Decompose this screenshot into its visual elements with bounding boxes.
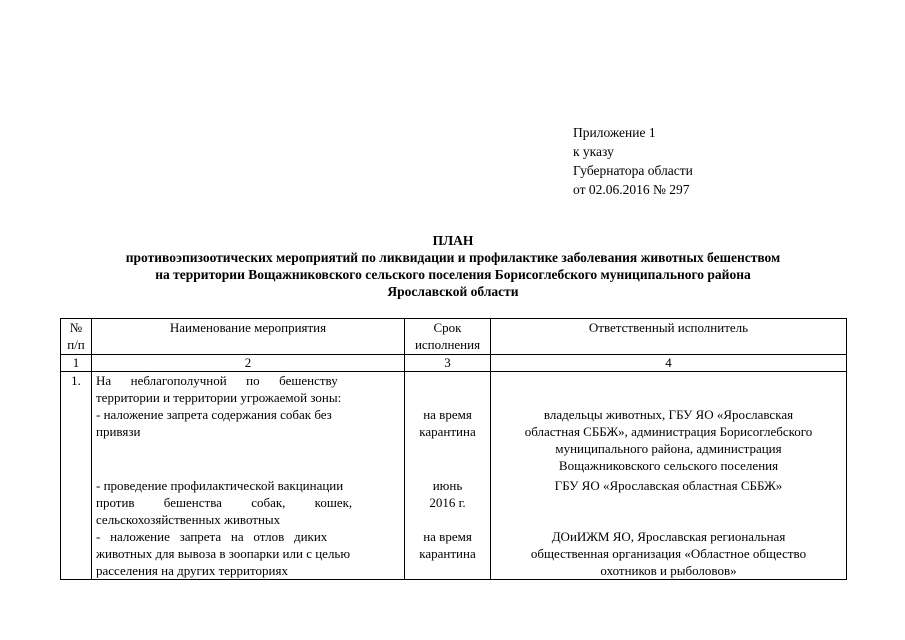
appendix-note [573,123,693,199]
term-line: 2016 г. [429,495,466,510]
measure-item-line: расселения на других территориях [96,563,288,578]
column-number-row [61,355,847,372]
measure-item-line: - наложение запрета содержания собак без [96,407,332,422]
title-line: противоэпизоотических мероприятий по ликвидации и профилактике заболевания животных бешенством [125,250,781,265]
measure-intro-line: территории и территории угрожаемой зоны: [96,390,342,405]
responsible-cell [491,372,847,580]
measure-item-line: - наложение запрета на отлов диких [96,529,328,544]
table-header-row [61,319,847,355]
column-number: 1 [61,355,92,372]
term-line: карантина [419,424,476,439]
appendix-line: к указу [573,144,614,159]
responsible-line: Вощажниковского сельского поселения [558,458,779,473]
column-number: 4 [491,355,847,372]
appendix-line: Приложение 1 [573,125,656,140]
measure-item-line: против бешенства собак, кошек, [96,495,353,510]
document-title [60,232,846,300]
responsible-line: областная СББЖ», администрация Борисоглебского [524,424,813,439]
title-line: ПЛАН [432,233,474,248]
term-line: июнь [432,478,463,493]
header-num [61,319,92,355]
measure-intro-line: На неблагополучной по бешенству [96,373,338,388]
term-cell [405,372,491,580]
header-term-line: исполнения [414,337,481,352]
measure-item-line: сельскохозяйственных животных [96,512,281,527]
measure-item-line: животных для вывоза в зоопарки или с целью [96,546,351,561]
term-line: на время [423,529,472,544]
header-num-line: п/п [67,337,85,352]
measure-item-line: - проведение профилактической вакцинации [96,478,344,493]
appendix-line: Губернатора области [573,163,693,178]
measure-cell [92,372,405,580]
measure-item-line: привязи [96,424,141,439]
responsible-line: владельцы животных, ГБУ ЯО «Ярославская [543,407,794,422]
table-row [61,372,847,580]
title-line: Ярославской области [387,284,519,299]
row-number: 1. [61,372,92,580]
plan-table [60,318,847,580]
header-term [405,319,491,355]
header-num-line: № [69,320,83,335]
responsible-line: охотников и рыболовов» [600,563,737,578]
responsible-line: муниципального района, администрация [555,441,782,456]
term-line: на время [423,407,472,422]
term-line: карантина [419,546,476,561]
title-line: на территории Вощажниковского сельского поселения Борисоглебского муниципального района [155,267,751,282]
header-name: Наименование мероприятия [92,319,405,355]
column-number: 2 [92,355,405,372]
header-responsible: Ответственный исполнитель [491,319,847,355]
responsible-line: общественная организация «Областное общество [530,546,807,561]
column-number: 3 [405,355,491,372]
appendix-line: от 02.06.2016 № 297 [573,182,690,197]
responsible-line: ДОиИЖМ ЯО, Ярославская региональная [551,529,786,544]
header-term-line: Срок [433,320,462,335]
responsible-line: ГБУ ЯО «Ярославская областная СББЖ» [554,478,783,493]
